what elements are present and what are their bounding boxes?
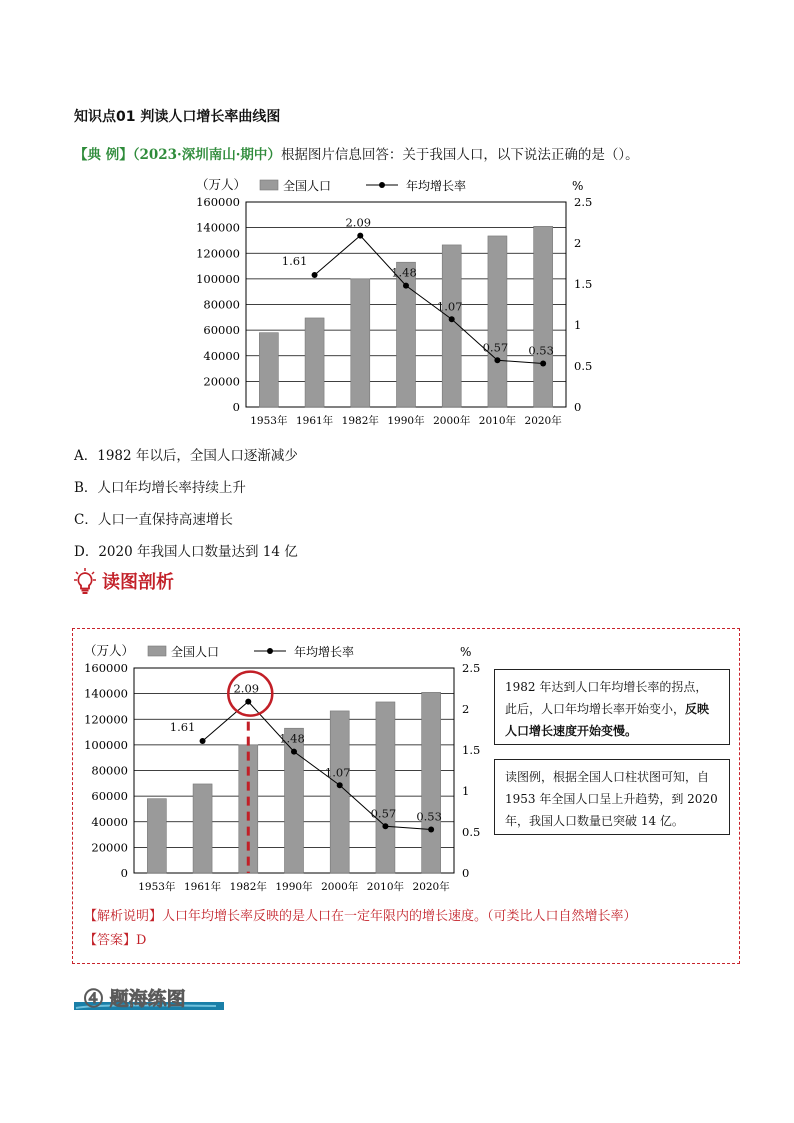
growth-rate-label: 0.57 — [482, 340, 509, 355]
y-right-tick-label: 0 — [462, 866, 470, 880]
question — [74, 143, 639, 163]
x-tick-label: 2020年 — [524, 415, 562, 427]
legend-bar-swatch — [260, 180, 278, 190]
growth-rate-label: 0.57 — [370, 806, 397, 821]
knowledge-point-title: 知识点01 判读人口增长率曲线图 — [74, 109, 281, 125]
option-b[interactable]: B．人口年均增长率持续上升 — [74, 480, 246, 496]
bar-1982年 — [351, 279, 370, 407]
bar-2020年 — [534, 226, 553, 407]
growth-rate-point — [245, 699, 251, 705]
legend-bar-swatch — [148, 646, 166, 656]
y-left-tick-label: 40000 — [203, 348, 240, 363]
legend-line-label: 年均增长率 — [406, 179, 467, 193]
note-turning-point-bold: 反映人口增长速度开始变慢。 — [505, 702, 710, 738]
bar-1961年 — [305, 318, 324, 407]
lightbulb-icon — [74, 568, 96, 594]
question-source: （2023·深圳南山·期中） — [132, 147, 281, 163]
x-tick-label: 2010年 — [366, 881, 405, 893]
bar-2010年 — [488, 236, 507, 407]
growth-rate-label: 2.09 — [233, 681, 260, 696]
growth-rate-point — [428, 827, 434, 833]
note-legend-reading: 读图例，根据全国人口柱状图可知，自 1953 年全国人口呈上升趋势，到 2020 年，我国人口数量已突破 14 亿。 — [494, 759, 730, 835]
x-tick-label: 2000年 — [321, 881, 359, 893]
growth-rate-label: 1.48 — [391, 265, 417, 280]
question-text: 根据图片信息回答：关于我国人口，以下说法正确的是（）。 — [280, 147, 639, 163]
y-left-tick-label: 0 — [120, 866, 128, 880]
y-right-tick-label: 2 — [574, 236, 582, 250]
practice-banner-title: ④ 题海练图 — [84, 988, 186, 1010]
y-left-tick-label: 80000 — [203, 297, 240, 312]
y-left-tick-label: 140000 — [84, 686, 128, 701]
y-left-tick-label: 20000 — [91, 840, 128, 855]
growth-rate-point — [291, 749, 297, 755]
y-left-tick-label: 80000 — [91, 763, 128, 778]
legend-bar-label: 全国人口 — [171, 645, 220, 659]
x-tick-label: 1982年 — [229, 881, 267, 893]
bar-2020年 — [422, 692, 441, 873]
growth-rate-label: 1.07 — [436, 299, 463, 314]
growth-rate-point — [200, 738, 206, 744]
answer-text: 【答案】D — [84, 933, 147, 948]
growth-rate-line — [203, 702, 432, 830]
growth-rate-label: 1.61 — [169, 719, 196, 734]
growth-rate-point — [449, 316, 455, 322]
y-left-tick-label: 160000 — [84, 661, 128, 675]
x-tick-label: 2000年 — [433, 415, 471, 427]
x-tick-label: 1990年 — [387, 415, 425, 427]
y-right-tick-label: 2 — [462, 702, 470, 716]
y-left-tick-label: 0 — [232, 400, 240, 414]
growth-rate-point — [403, 283, 409, 289]
y-left-tick-label: 120000 — [196, 246, 240, 261]
legend-line-marker — [379, 182, 385, 188]
note-turning-point-text: 1982 年达到人口年均增长率的拐点，此后，人口年均增长率开始变小， — [505, 680, 708, 716]
legend-bar-label: 全国人口 — [283, 179, 332, 193]
y-right-tick-label: 2.5 — [574, 195, 593, 209]
section-title: 读图剖析 — [102, 572, 174, 593]
growth-rate-point — [357, 233, 363, 239]
y-right-tick-label: 0.5 — [462, 825, 481, 839]
x-tick-label: 2020年 — [412, 881, 450, 893]
x-tick-label: 1953年 — [138, 881, 176, 893]
y-right-tick-label: 0 — [574, 400, 582, 414]
y-right-tick-label: 0.5 — [574, 359, 593, 373]
y-left-tick-label: 60000 — [91, 789, 128, 804]
growth-rate-point — [382, 823, 388, 829]
y-right-unit: % — [460, 645, 472, 659]
growth-rate-label: 1.48 — [279, 731, 305, 746]
bar-1953年 — [147, 799, 166, 873]
option-d[interactable]: D．2020 年我国人口数量达到 14 亿 — [74, 544, 298, 560]
y-right-tick-label: 1.5 — [574, 277, 593, 291]
y-left-tick-label: 120000 — [84, 712, 128, 727]
y-left-unit: （万人） — [196, 177, 247, 192]
question-tag: 【典 例】 — [74, 147, 133, 163]
x-tick-label: 1961年 — [183, 881, 222, 893]
option-a[interactable]: A．1982 年以后，全国人口逐渐减少 — [74, 448, 298, 464]
y-right-tick-label: 1 — [462, 784, 470, 798]
practice-banner — [74, 988, 224, 1010]
y-right-tick-label: 1.5 — [462, 743, 481, 757]
growth-rate-point — [312, 272, 318, 278]
bar-1982年 — [239, 745, 258, 873]
x-tick-label: 1982年 — [341, 415, 379, 427]
chart-population-analysis — [78, 642, 498, 900]
y-left-tick-label: 100000 — [196, 271, 240, 286]
bar-2000年 — [442, 245, 461, 407]
growth-rate-label: 0.53 — [416, 809, 442, 824]
analysis-text: 【解析说明】人口年均增长率反映的是人口在一定年限内的增长速度。（可类比人口自然增长率） — [84, 909, 637, 924]
legend-line-marker — [267, 648, 273, 654]
y-left-tick-label: 20000 — [203, 374, 240, 389]
growth-rate-label: 1.61 — [281, 253, 308, 268]
chart-population-top — [190, 176, 610, 434]
y-left-tick-label: 140000 — [196, 220, 240, 235]
y-right-tick-label: 2.5 — [462, 661, 481, 675]
y-right-unit: % — [572, 179, 584, 193]
growth-rate-point — [540, 361, 546, 367]
option-c[interactable]: C．人口一直保持高速增长 — [74, 512, 233, 528]
x-tick-label: 1990年 — [275, 881, 313, 893]
bar-2000年 — [330, 711, 349, 873]
growth-rate-line — [315, 236, 544, 364]
bar-2010年 — [376, 702, 395, 873]
y-left-unit: （万人） — [84, 643, 135, 658]
section-heading — [74, 568, 174, 594]
growth-rate-point — [494, 357, 500, 363]
x-tick-label: 1961年 — [295, 415, 334, 427]
x-tick-label: 1953年 — [250, 415, 288, 427]
growth-rate-label: 1.07 — [324, 765, 351, 780]
y-left-tick-label: 100000 — [84, 737, 128, 752]
y-left-tick-label: 160000 — [196, 195, 240, 209]
growth-rate-label: 2.09 — [345, 215, 372, 230]
x-tick-label: 2010年 — [478, 415, 517, 427]
legend-line-label: 年均增长率 — [294, 645, 355, 659]
bar-1961年 — [193, 784, 212, 873]
bar-1953年 — [259, 333, 278, 407]
y-left-tick-label: 40000 — [91, 814, 128, 829]
growth-rate-label: 0.53 — [528, 343, 554, 358]
growth-rate-point — [337, 782, 343, 788]
y-right-tick-label: 1 — [574, 318, 582, 332]
y-left-tick-label: 60000 — [203, 323, 240, 338]
note-turning-point — [494, 669, 730, 745]
